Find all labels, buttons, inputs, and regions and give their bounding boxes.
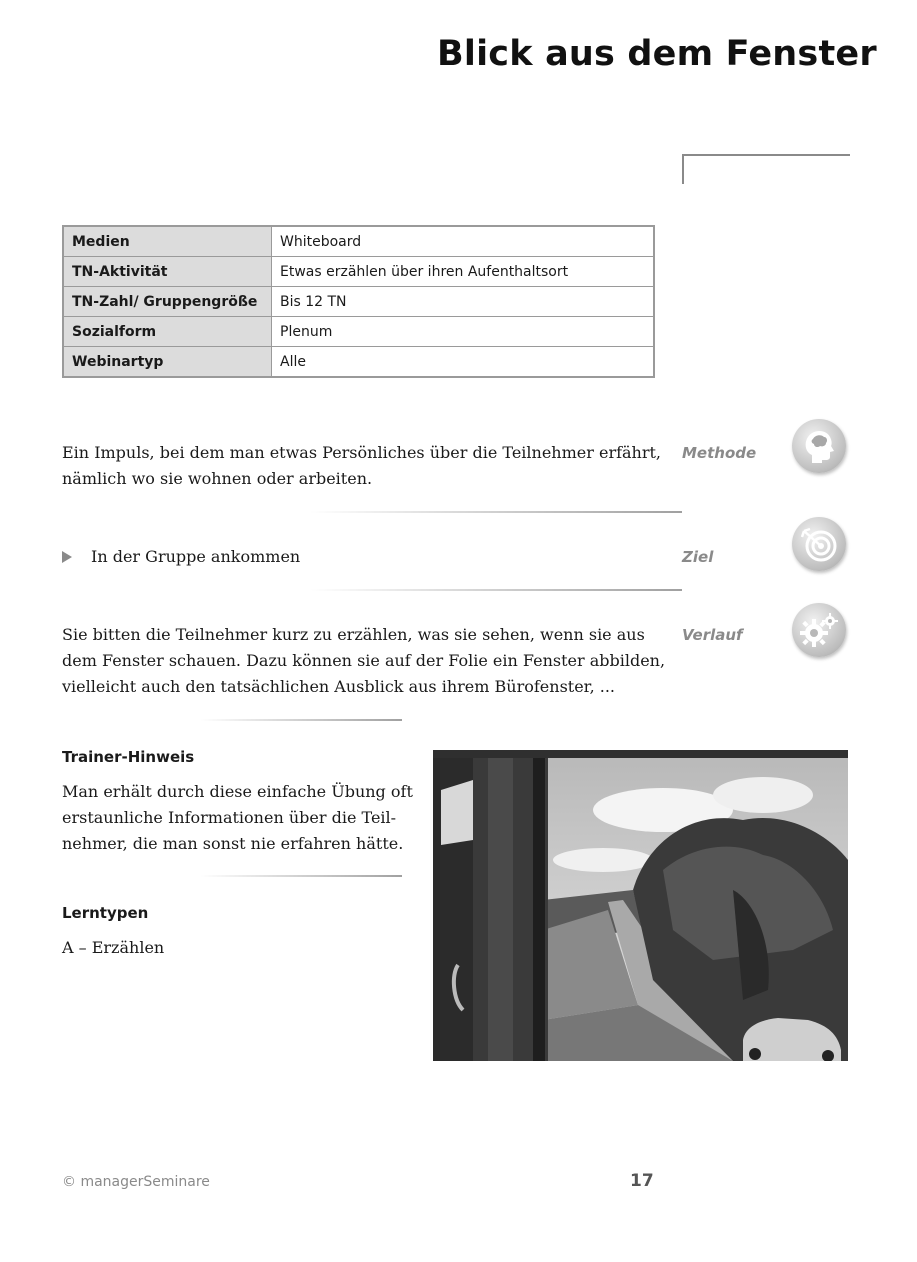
copyright: © managerSeminare	[62, 1174, 210, 1190]
methode-label: Methode	[682, 444, 757, 462]
bullet-triangle-icon	[62, 551, 72, 563]
table-key: TN-Aktivität	[63, 257, 272, 287]
info-table	[62, 225, 655, 378]
trainer-hinweis-line: Man erhält durch diese einfache Übung oft	[62, 782, 413, 801]
verlauf-line: vielleicht auch den tatsächlichen Ausblick aus ihrem Bürofenster, ...	[62, 677, 615, 696]
section-divider	[200, 875, 402, 877]
table-row	[63, 287, 654, 317]
target-arrow-icon	[792, 517, 846, 571]
page-title: Blick aus dem Fenster	[437, 34, 877, 74]
section-divider	[310, 511, 682, 513]
table-value: Whiteboard	[272, 226, 655, 257]
table-value: Etwas erzählen über ihren Aufenthaltsort	[272, 257, 655, 287]
table-row	[63, 226, 654, 257]
ziel-label: Ziel	[682, 548, 714, 566]
window-view-photo	[433, 750, 848, 1061]
lerntypen-heading: Lerntypen	[62, 904, 149, 922]
table-row	[63, 317, 654, 347]
head-brain-icon	[792, 419, 846, 473]
trainer-hinweis-heading: Trainer-Hinweis	[62, 748, 195, 766]
table-value: Bis 12 TN	[272, 287, 655, 317]
table-key: TN-Zahl/ Gruppengröße	[63, 287, 272, 317]
table-row	[63, 347, 654, 378]
table-value: Plenum	[272, 317, 655, 347]
verlauf-text	[62, 622, 665, 700]
gears-icon	[792, 603, 846, 657]
section-divider	[310, 589, 682, 591]
page-number: 17	[630, 1171, 654, 1191]
ziel-item: In der Gruppe ankommen	[91, 547, 301, 566]
trainer-hinweis-line: erstaunliche Informationen über die Teil-	[62, 808, 397, 827]
verlauf-line: dem Fenster schauen. Dazu können sie auf der Folie ein Fenster abbilden,	[62, 651, 666, 670]
table-key: Webinartyp	[63, 347, 272, 378]
table-value: Alle	[272, 347, 655, 378]
verlauf-line: Sie bitten die Teilnehmer kurz zu erzählen, was sie sehen, wenn sie aus	[62, 625, 645, 644]
table-row	[63, 257, 654, 287]
methode-text	[62, 440, 661, 492]
section-divider	[200, 719, 402, 721]
methode-line: Ein Impuls, bei dem man etwas Persönliches über die Teilnehmer erfährt,	[62, 443, 662, 462]
methode-line: nämlich wo sie wohnen oder arbeiten.	[62, 469, 373, 488]
table-key: Sozialform	[63, 317, 272, 347]
table-key: Medien	[63, 226, 272, 257]
lerntypen-text: A – Erzählen	[62, 938, 165, 957]
verlauf-label: Verlauf	[682, 626, 743, 644]
corner-bracket	[682, 154, 850, 184]
trainer-hinweis-line: nehmer, die man sonst nie erfahren hätte.	[62, 834, 404, 853]
trainer-hinweis-text	[62, 779, 413, 857]
